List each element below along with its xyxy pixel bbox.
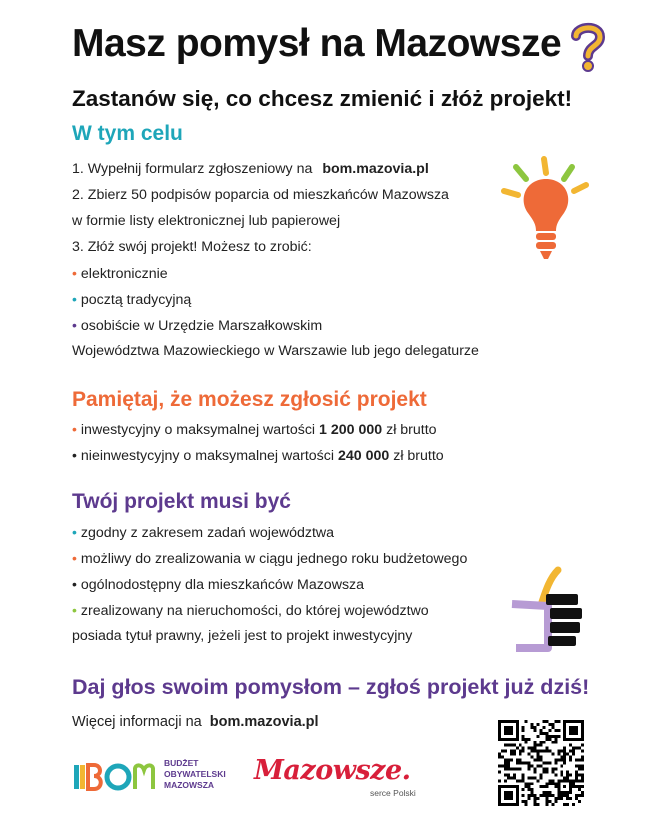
bom-logo	[72, 756, 232, 796]
qr-code-graphic	[498, 720, 584, 806]
bullet-icon: •	[72, 291, 77, 307]
requirement-3: • ogólnodostępny dla mieszkańców Mazowsza	[72, 576, 365, 593]
section-heading-projekt-musi-byc: Twój projekt musi być	[72, 490, 291, 513]
bullet-icon: •	[72, 447, 77, 463]
step-2-line-1: 2. Zbierz 50 podpisów poparcia od mieszkańców Mazowsza	[72, 187, 449, 203]
question-mark-icon	[566, 20, 610, 72]
bom-logo-text: BUDŻET OBYWATELSKI MAZOWSZA	[164, 758, 226, 790]
step-1	[72, 161, 429, 177]
more-info-text: Więcej informacji na	[72, 714, 202, 730]
bullet-icon: •	[72, 602, 77, 618]
bom-logo-mark-icon	[72, 756, 164, 796]
requirement-2: • możliwy do zrealizowania w ciągu jednego roku budżetowego	[72, 550, 468, 567]
subtitle: Zastanów się, co chcesz zmienić i złóż projekt!	[72, 86, 573, 111]
bullet-icon: •	[72, 421, 77, 437]
requirement-1: • zgodny z zakresem zadań województwa	[72, 524, 335, 541]
page-title: Masz pomysł na Mazowsze	[72, 22, 562, 65]
option-in-person: • osobiście w Urzędzie Marszałkowskim	[72, 317, 323, 334]
qr-code-icon[interactable]	[498, 720, 584, 806]
option-in-person-cont: Województwa Mazowieckiego w Warszawie lub jego delegaturze	[72, 343, 479, 359]
bullet-icon: •	[72, 576, 77, 592]
requirement-4: • zrealizowany na nieruchomości, do której województwo	[72, 602, 429, 619]
section-heading-pamietaj: Pamiętaj, że możesz zgłosić projekt	[72, 388, 427, 411]
more-info	[72, 714, 319, 730]
option-electronic: • elektronicznie	[72, 265, 168, 282]
mazowsze-logo-text: Mazowsze.	[254, 755, 411, 786]
mazowsze-tagline: serce Polski	[370, 788, 416, 798]
section-heading-w-tym-celu: W tym celu	[72, 122, 183, 145]
option-post: • pocztą tradycyjną	[72, 291, 192, 308]
step-1-text: 1. Wypełnij formularz zgłoszeniowy na	[72, 161, 313, 177]
mazowsze-logo	[254, 755, 416, 798]
step-1-link[interactable]: bom.mazovia.pl	[322, 161, 429, 177]
bullet-icon: •	[72, 550, 77, 566]
thumbs-up-icon	[502, 562, 588, 658]
project-type-non-investment: • nieinwestycyjny o maksymalnej wartości 240 000 zł brutto	[72, 447, 444, 464]
lightbulb-icon	[498, 155, 593, 265]
project-type-investment: • inwestycyjny o maksymalnej wartości 1 200 000 zł brutto	[72, 421, 437, 438]
step-3: 3. Złóż swój projekt! Możesz to zrobić:	[72, 239, 312, 255]
bullet-icon: •	[72, 265, 77, 281]
bullet-icon: •	[72, 524, 77, 540]
bullet-icon: •	[72, 317, 77, 333]
call-to-action: Daj głos swoim pomysłom – zgłoś projekt już dziś!	[72, 675, 590, 699]
step-2-line-2: w formie listy elektronicznej lub papierowej	[72, 213, 341, 229]
more-info-link[interactable]: bom.mazovia.pl	[209, 714, 319, 730]
requirement-4-cont: posiada tytuł prawny, jeżeli jest to projekt inwestycyjny	[72, 628, 413, 644]
